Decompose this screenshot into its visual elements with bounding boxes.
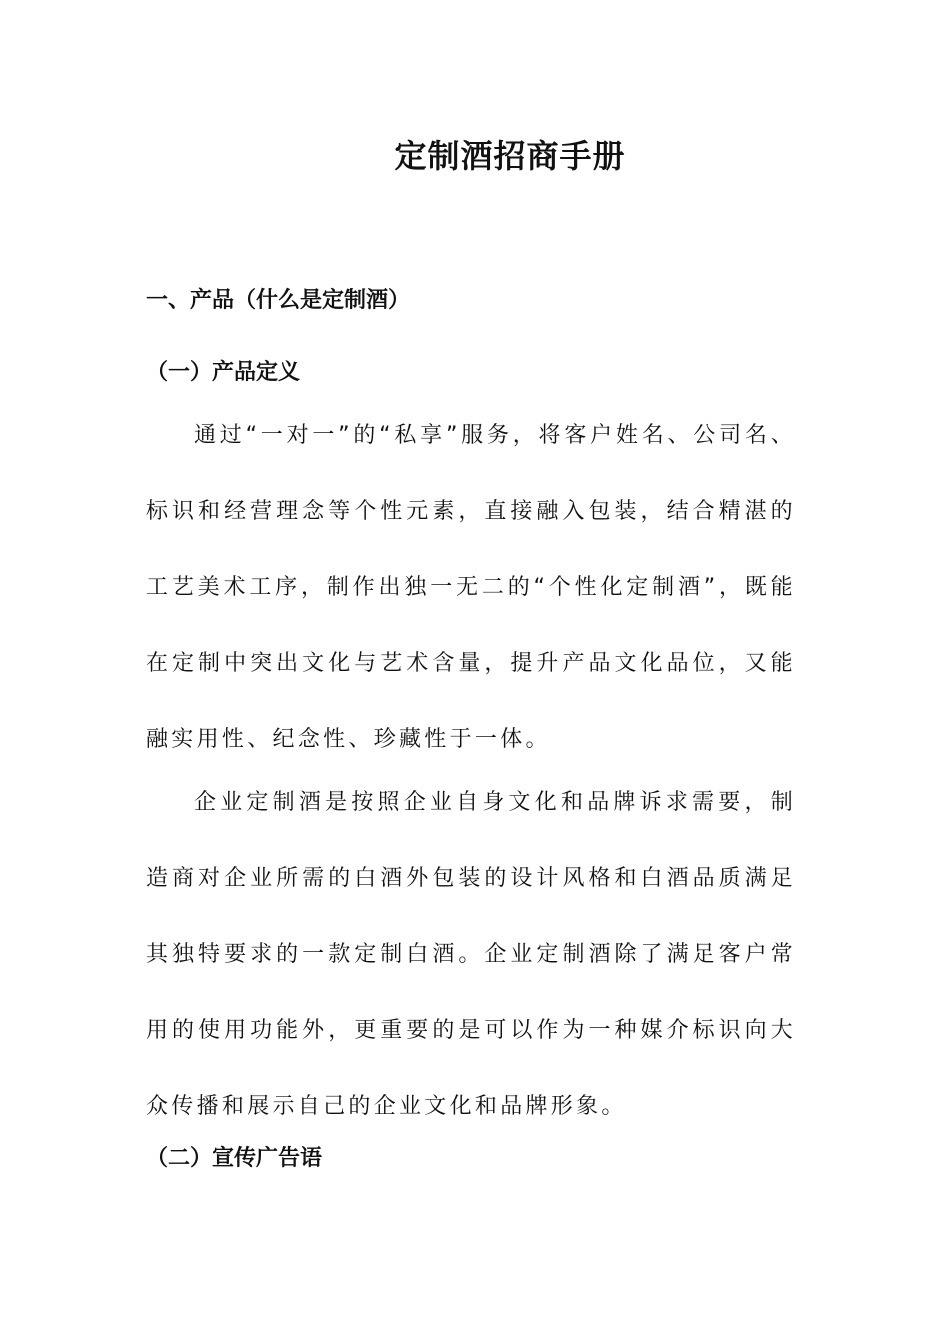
subsection-heading-slogan: （二）宣传广告语 xyxy=(146,1146,323,1171)
paragraph-enterprise: 企业定制酒是按照企业自身文化和品牌诉求需要，制造商对企业所需的白酒外包装的设计风格和白酒品质满足其独特要求的一款定制白酒。企业定制酒除了满足客户常用的使用功能外，更重要的是可以作为一种媒介标识向大众传播和展示自己的企业文化和品牌形象。 xyxy=(146,790,796,1119)
section-heading-product: 一、产品（什么是定制酒） xyxy=(146,288,411,313)
subsection-heading-definition: （一）产品定义 xyxy=(146,360,301,385)
paragraph-definition: 通过“一对一”的“私享”服务，将客户姓名、公司名、标识和经营理念等个性元素，直接融入包装，结合精湛的工艺美术工序，制作出独一无二的“个性化定制酒”，既能在定制中突出文化与艺术含量，提升产品文化品位，又能融实用性、纪念性、珍藏性于一体。 xyxy=(146,423,796,752)
document-title: 定制酒招商手册 xyxy=(394,137,626,175)
